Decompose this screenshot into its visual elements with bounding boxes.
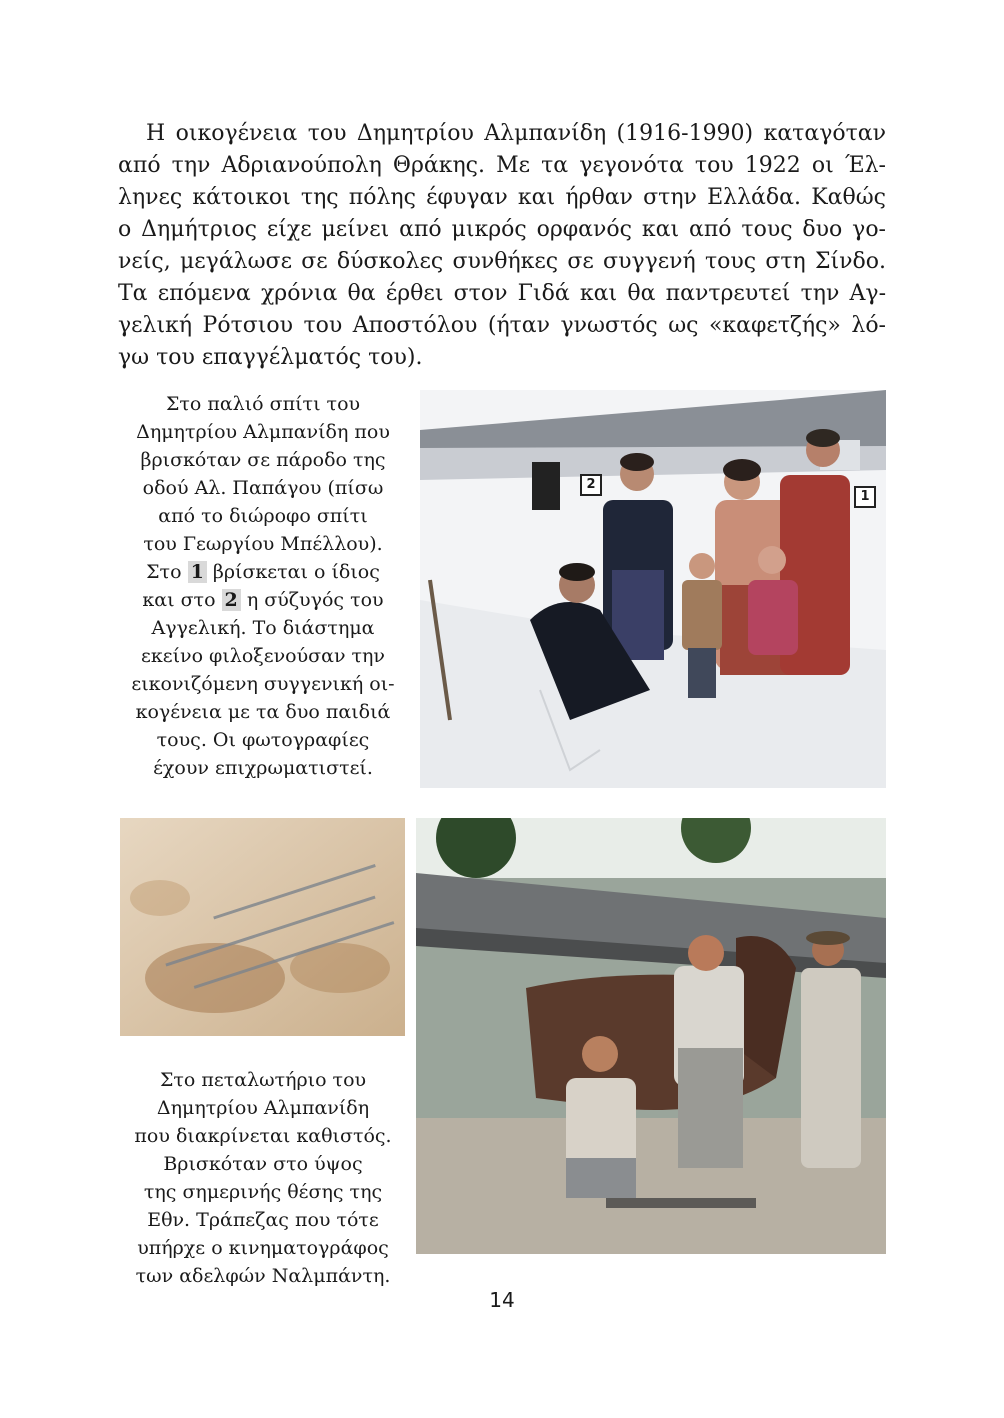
caption-line: εικονιζόμενη συγγενική οι- xyxy=(131,673,395,695)
caption-line: τους. Οι φωτογραφίες xyxy=(156,729,370,751)
blacksmith-shop-photo xyxy=(416,818,886,1254)
intro-line: από την Αδριανούπολη Θράκης. Με τα γεγονότα του 1922 οι Έλ- xyxy=(118,153,886,178)
caption-line: υπήρχε ο κινηματογράφος xyxy=(137,1237,389,1259)
caption-line: της σημερινής θέσης της xyxy=(143,1181,383,1203)
stamp-illustration xyxy=(120,818,405,1036)
intro-line: Η οικογένεια του Δημητρίου Αλμπανίδη (1916-1990) καταγόταν xyxy=(146,121,886,146)
caption-line: Δημητρίου Αλμπανίδη xyxy=(156,1097,370,1119)
blacksmith-photo-illustration xyxy=(416,818,886,1254)
caption-text: Στο xyxy=(146,561,188,583)
intro-line: γελική Ρότσιου του Αποστόλου (ήταν γνωστός ως «καφετζής» λό- xyxy=(118,313,886,338)
caption-line: των αδελφών Ναλμπάντη. xyxy=(135,1265,391,1287)
caption-line xyxy=(118,586,408,614)
intro-line: γω του επαγγέλματός του). xyxy=(118,345,423,370)
caption-line: Βρισκόταν στο ύψος xyxy=(163,1153,363,1175)
caption-line: Εθν. Τράπεζας που τότε xyxy=(147,1209,379,1231)
caption-line: από το διώροφο σπίτι xyxy=(158,505,368,527)
caption-line: κογένεια με τα δυο παιδιά xyxy=(135,701,391,723)
caption-line: Δημητρίου Αλμπανίδη που xyxy=(136,421,390,443)
caption-line: έχουν επιχρωματιστεί. xyxy=(153,757,373,779)
marker-number-2: 2 xyxy=(222,589,241,611)
family-house-photo xyxy=(420,390,886,788)
caption-line: Αγγελική. Το διάστημα xyxy=(151,617,375,639)
intro-line: Τα επόμενα χρόνια θα έρθει στον Γιδά και θα παντρευτεί την Αγ- xyxy=(118,281,886,306)
caption-line: του Γεωργίου Μπέλλου). xyxy=(143,533,383,555)
intro-line: ληνες κάτοικοι της πόλης έφυγαν και ήρθαν στην Ελλάδα. Καθώς xyxy=(118,185,886,210)
caption-line: εκείνο φιλοξενούσαν την xyxy=(141,645,385,667)
caption-line: που διακρίνεται καθιστός. xyxy=(134,1125,392,1147)
marker-badge-2: 2 xyxy=(580,474,602,496)
marker-badge-1: 1 xyxy=(854,486,876,508)
caption-text: η σύζυγός του xyxy=(240,589,384,611)
intro-line: ο Δημήτριος είχε μείνει από μικρός ορφανός και από τους δυο γο- xyxy=(118,217,886,242)
marker-number-1: 1 xyxy=(188,561,207,583)
caption-text: και στο xyxy=(142,589,222,611)
photographer-stamp-photo xyxy=(120,818,405,1036)
intro-paragraph xyxy=(118,118,886,374)
caption-line: βρισκόταν σε πάροδο της xyxy=(140,449,386,471)
family-photo-illustration xyxy=(420,390,886,788)
intro-line: νείς, μεγάλωσε σε δύσκολες συνθήκες σε συγγενή τους στη Σίνδο. xyxy=(118,249,886,274)
caption-line: οδού Αλ. Παπάγου (πίσω xyxy=(142,477,384,499)
blacksmith-photo-caption xyxy=(118,1066,408,1290)
caption-text: βρίσκεται ο ίδιος xyxy=(206,561,380,583)
caption-line: Στο παλιό σπίτι του xyxy=(165,393,361,415)
page-number: 14 xyxy=(489,1288,515,1312)
caption-line: Στο πεταλωτήριο του xyxy=(159,1069,367,1091)
caption-line xyxy=(118,558,408,586)
house-photo-caption xyxy=(118,390,408,782)
